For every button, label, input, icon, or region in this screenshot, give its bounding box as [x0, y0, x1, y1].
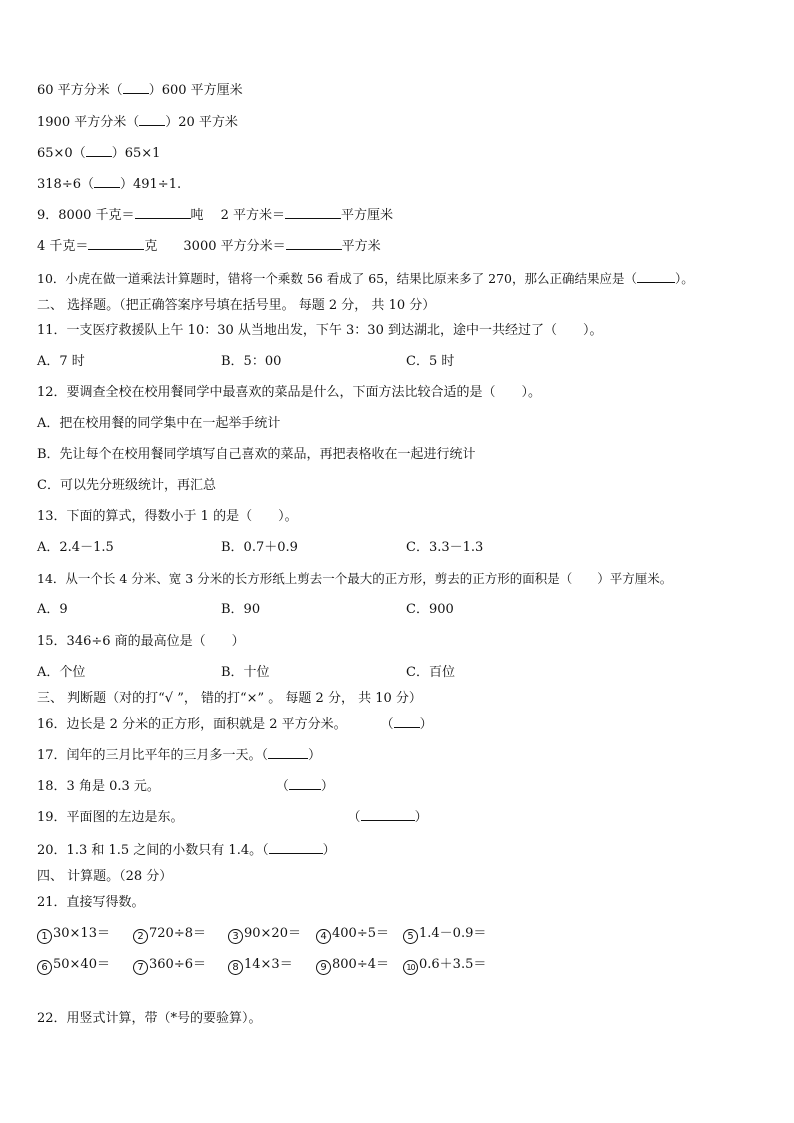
circled-number: 10	[403, 960, 418, 975]
q9-text: 平方米	[341, 239, 381, 254]
calc-expr: 800÷4＝	[332, 957, 389, 972]
q9-text: 4 千克＝	[37, 239, 89, 254]
compare-right: ）20 平方米	[165, 115, 238, 130]
compare-left: 65×0（	[37, 146, 86, 161]
question-14: 14．从一个长 4 分米、宽 3 分米的长方形纸上剪去一个最大的正方形，剪去的正方形的面积是（ ）平方厘米。	[37, 571, 673, 586]
q18-text: 18．3 角是 0.3 元。	[37, 779, 160, 794]
q13-option-c[interactable]: C．3.3－1.3	[406, 540, 484, 555]
calc-item	[37, 956, 110, 975]
q14-option-c[interactable]: C．900	[406, 602, 454, 617]
q10-end: ）。	[674, 271, 694, 286]
compare-line-2	[37, 114, 238, 132]
circled-number: 1	[37, 929, 52, 944]
q19-text: 19．平面图的左边是东。	[37, 810, 184, 825]
compare-line-1	[37, 82, 243, 100]
compare-right: ）65×1	[111, 146, 161, 161]
answer-blank[interactable]	[394, 727, 420, 728]
calc-item	[228, 925, 301, 944]
q9-text: 平方厘米	[341, 208, 394, 223]
calc-expr: 0.6＋3.5＝	[419, 957, 487, 972]
calc-expr: 90×20＝	[244, 926, 301, 941]
q17-text: 17．闰年的三月比平年的三月多一天。（	[37, 748, 269, 763]
q12-option-b[interactable]: B．先让每个在校用餐同学填写自己喜欢的菜品，再把表格收在一起进行统计	[37, 447, 476, 462]
q15-option-a[interactable]: A．个位	[37, 665, 86, 680]
compare-left: 318÷6（	[37, 177, 94, 192]
question-17	[37, 747, 321, 765]
answer-blank[interactable]	[123, 93, 149, 94]
circled-number: 6	[37, 960, 52, 975]
answer-blank[interactable]	[289, 789, 321, 790]
calc-item	[133, 925, 206, 944]
q13-option-a[interactable]: A．2.4－1.5	[37, 540, 114, 555]
calc-expr: 360÷6＝	[149, 957, 206, 972]
question-9-line-1	[37, 207, 393, 225]
section-2-heading: 二、 选择题。（把正确答案序号填在括号里。 每题 2 分， 共 10 分）	[37, 298, 436, 313]
q11-option-b[interactable]: B．5：00	[221, 354, 282, 369]
question-15: 15．346÷6 商的最高位是（ ）	[37, 634, 245, 649]
circled-number: 9	[316, 960, 331, 975]
calc-expr: 14×3＝	[244, 957, 293, 972]
compare-line-4	[37, 176, 181, 194]
q9-text: 克 3000 平方分米＝	[144, 239, 286, 254]
question-22: 22．用竖式计算，带（*号的要验算）。	[37, 1011, 262, 1026]
q15-option-c[interactable]: C．百位	[406, 665, 455, 680]
q9-text: 9．8000 千克＝	[37, 208, 135, 223]
question-13: 13．下面的算式，得数小于 1 的是（ ）。	[37, 509, 298, 524]
calc-expr: 30×13＝	[53, 926, 110, 941]
q9-text: 吨 2 平方米＝	[190, 208, 286, 223]
calc-item	[316, 956, 389, 975]
paren-close: ）	[320, 779, 334, 794]
q14-option-a[interactable]: A．9	[37, 602, 68, 617]
question-10	[37, 270, 694, 288]
q14-option-b[interactable]: B．90	[221, 602, 261, 617]
circled-number: 8	[228, 960, 243, 975]
paren-close: ）	[419, 717, 433, 732]
calc-item	[403, 925, 486, 944]
question-11: 11．一支医疗救援队上午 10：30 从当地出发，下午 3：30 到达湖北，途中一共经过了（ ）。	[37, 323, 603, 338]
answer-blank[interactable]	[361, 820, 415, 821]
paren-close: ）	[308, 748, 322, 763]
compare-left: 1900 平方分米（	[37, 115, 140, 130]
q10-text: 10．小虎在做一道乘法计算题时，错将一个乘数 56 看成了 65，结果比原来多了 270，那么正确结果应是（	[37, 271, 637, 286]
question-19	[37, 809, 428, 827]
answer-blank[interactable]	[285, 218, 341, 219]
answer-blank[interactable]	[135, 218, 191, 219]
question-18	[37, 778, 334, 796]
calc-item	[133, 956, 206, 975]
paren-open: （	[275, 779, 289, 794]
q15-option-b[interactable]: B．十位	[221, 665, 270, 680]
calc-expr: 50×40＝	[53, 957, 110, 972]
compare-right: ）491÷1.	[119, 177, 182, 192]
q16-text: 16．边长是 2 分米的正方形，面积就是 2 平方分米。	[37, 717, 347, 732]
calc-expr: 400÷5＝	[332, 926, 389, 941]
question-12: 12．要调查全校在校用餐同学中最喜欢的菜品是什么，下面方法比较合适的是（ ）。	[37, 385, 542, 400]
calc-item	[228, 956, 293, 975]
paren-close: ）	[322, 843, 336, 858]
compare-right: ）600 平方厘米	[148, 83, 243, 98]
paren-close: ）	[414, 810, 428, 825]
circled-number: 7	[133, 960, 148, 975]
q12-option-a[interactable]: A．把在校用餐的同学集中在一起举手统计	[37, 416, 281, 431]
answer-blank[interactable]	[139, 125, 165, 126]
paren-open: （	[347, 810, 361, 825]
circled-number: 5	[403, 929, 418, 944]
calc-expr: 720÷8＝	[149, 926, 206, 941]
question-20	[37, 842, 336, 860]
calc-item	[37, 925, 110, 944]
q11-option-c[interactable]: C．5 时	[406, 354, 455, 369]
compare-left: 60 平方分米（	[37, 83, 123, 98]
question-9-line-2	[37, 238, 381, 256]
answer-blank[interactable]	[86, 156, 112, 157]
calc-expr: 1.4－0.9＝	[419, 926, 487, 941]
q11-option-a[interactable]: A．7 时	[37, 354, 85, 369]
answer-blank[interactable]	[268, 758, 308, 759]
q13-option-b[interactable]: B．0.7＋0.9	[221, 540, 298, 555]
q20-text: 20．1.3 和 1.5 之间的小数只有 1.4。（	[37, 843, 269, 858]
compare-line-3	[37, 145, 160, 163]
section-3-heading: 三、 判断题（对的打“√ ”， 错的打“×” 。 每题 2 分， 共 10 分）	[37, 691, 422, 706]
question-16	[37, 716, 433, 734]
answer-blank[interactable]	[94, 187, 120, 188]
circled-number: 3	[228, 929, 243, 944]
answer-blank[interactable]	[286, 249, 342, 250]
answer-blank[interactable]	[637, 282, 675, 283]
answer-blank[interactable]	[269, 853, 323, 854]
paren-open: （	[380, 717, 394, 732]
q12-option-c[interactable]: C．可以先分班级统计，再汇总	[37, 478, 216, 493]
answer-blank[interactable]	[88, 249, 144, 250]
calc-item	[403, 956, 486, 975]
question-21: 21．直接写得数。	[37, 895, 145, 910]
section-4-heading: 四、 计算题。（28 分）	[37, 869, 173, 884]
circled-number: 4	[316, 929, 331, 944]
calc-item	[316, 925, 389, 944]
circled-number: 2	[133, 929, 148, 944]
